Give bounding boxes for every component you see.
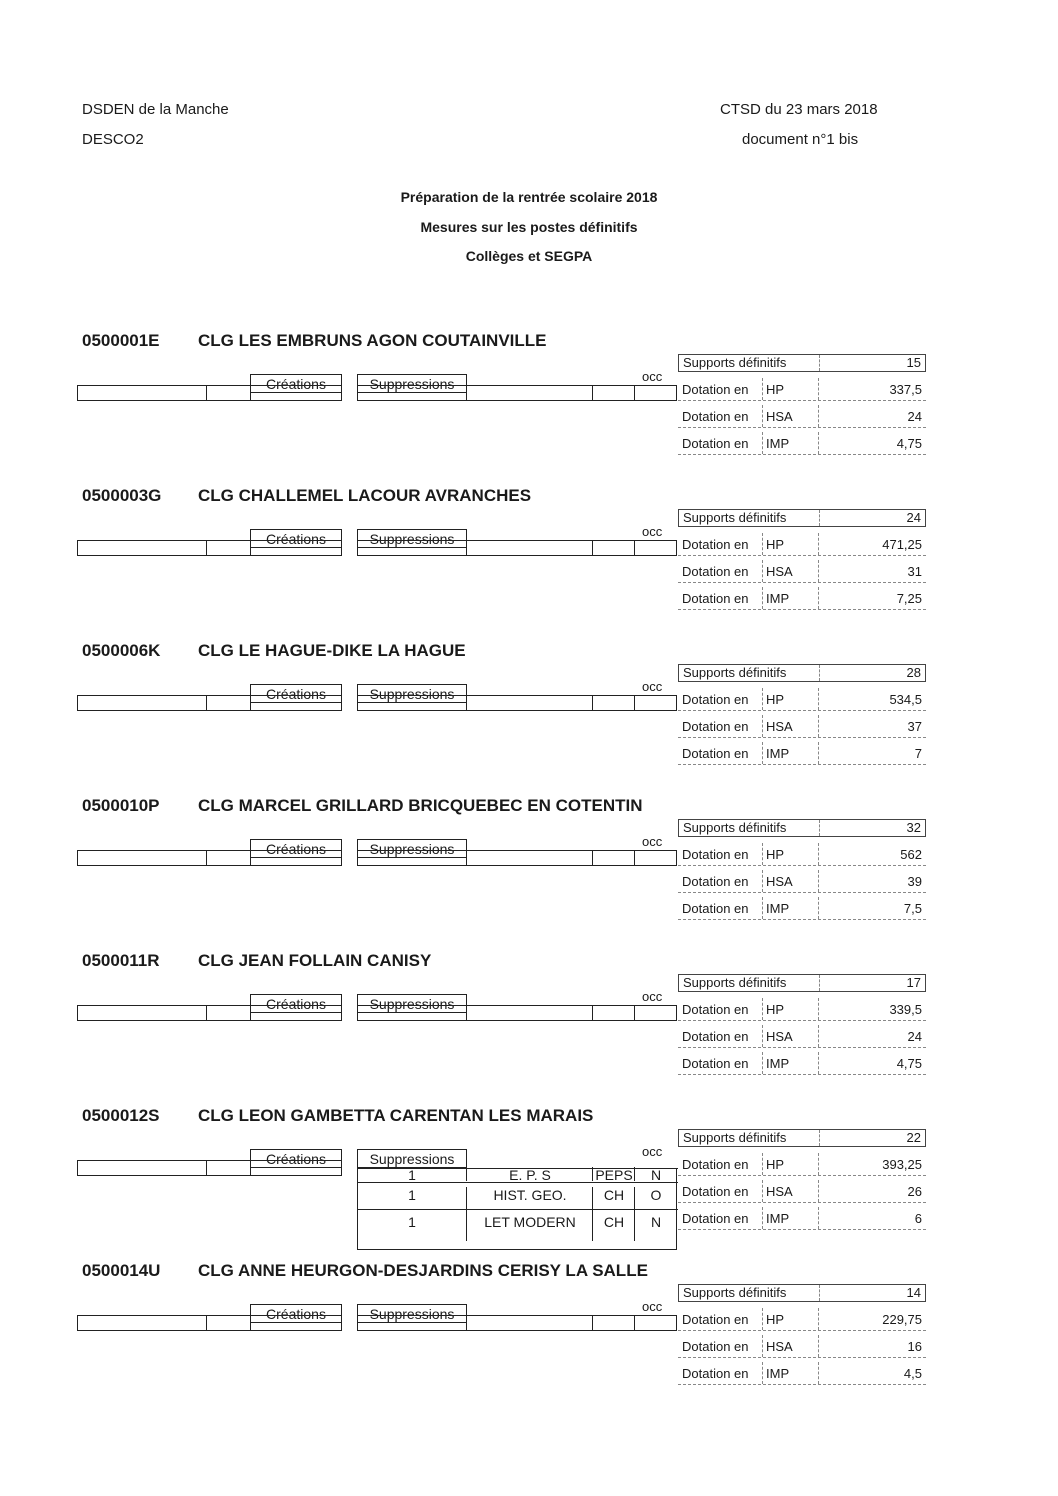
col-divider bbox=[762, 1207, 763, 1229]
unit-imp: IMP bbox=[766, 436, 790, 451]
col-divider bbox=[762, 715, 763, 737]
supports-value: 15 bbox=[906, 355, 921, 370]
cell-divider bbox=[592, 541, 593, 555]
supports-row bbox=[678, 664, 926, 682]
unit-hsa: HSA bbox=[766, 874, 793, 889]
col-divider bbox=[762, 533, 763, 555]
col-divider bbox=[818, 897, 819, 919]
dotation-hp-row bbox=[678, 843, 926, 866]
unit-hsa: HSA bbox=[766, 1029, 793, 1044]
imp-value: 6 bbox=[914, 1211, 922, 1226]
col-divider bbox=[818, 1362, 819, 1384]
supports-row bbox=[678, 974, 926, 992]
unit-hp: HP bbox=[766, 1312, 785, 1327]
col-divider bbox=[762, 1308, 763, 1330]
dotation-imp-row bbox=[678, 897, 926, 920]
dotation-hp-row bbox=[678, 378, 926, 401]
unit-hsa: HSA bbox=[766, 1339, 793, 1354]
dotation-hp-row bbox=[678, 1153, 926, 1176]
suppressions-label: Suppressions bbox=[357, 839, 467, 858]
col-divider bbox=[818, 1180, 819, 1202]
school-name: CLG ANNE HEURGON-DESJARDINS CERISY LA SALLE bbox=[198, 1261, 648, 1280]
dotation-hsa-row bbox=[678, 1025, 926, 1048]
unit-imp: IMP bbox=[766, 746, 790, 761]
imp-value: 4,75 bbox=[896, 1056, 922, 1071]
hp-value: 229,75 bbox=[882, 1312, 922, 1327]
col-divider bbox=[818, 742, 819, 764]
supports-label: Supports définitifs bbox=[683, 1130, 787, 1145]
creations-row bbox=[77, 540, 342, 556]
dotation-label: Dotation en bbox=[682, 1366, 749, 1381]
dotation-hsa-row bbox=[678, 1335, 926, 1358]
supports-label: Supports définitifs bbox=[683, 1285, 787, 1300]
hsa-value: 26 bbox=[907, 1184, 922, 1199]
suppressions-row bbox=[357, 1005, 677, 1021]
supports-row bbox=[678, 819, 926, 837]
dotation-hp-row bbox=[678, 688, 926, 711]
cell-divider bbox=[206, 1316, 207, 1330]
dotation-label: Dotation en bbox=[682, 1312, 749, 1327]
suppressions-label: Suppressions bbox=[357, 374, 467, 393]
suppression-count: 1 bbox=[408, 1187, 416, 1203]
hp-value: 534,5 bbox=[889, 692, 922, 707]
col-divider bbox=[762, 1025, 763, 1047]
dotation-label: Dotation en bbox=[682, 692, 749, 707]
col-divider bbox=[819, 510, 820, 526]
col-divider bbox=[762, 897, 763, 919]
cell-divider bbox=[250, 1316, 251, 1330]
cell-divider bbox=[206, 1161, 207, 1175]
dotation-label: Dotation en bbox=[682, 746, 749, 761]
hp-value: 339,5 bbox=[889, 1002, 922, 1017]
dotation-label: Dotation en bbox=[682, 537, 749, 552]
hp-value: 562 bbox=[900, 847, 922, 862]
cell-divider bbox=[250, 1161, 251, 1175]
col-divider bbox=[819, 1285, 820, 1301]
col-divider bbox=[819, 1130, 820, 1146]
creations-label: Créations bbox=[250, 529, 342, 548]
school-block bbox=[0, 1261, 1058, 1406]
school-name: CLG JEAN FOLLAIN CANISY bbox=[198, 951, 432, 970]
imp-value: 7,5 bbox=[903, 901, 922, 916]
col-divider bbox=[818, 870, 819, 892]
cell-divider bbox=[634, 386, 635, 400]
hsa-value: 24 bbox=[907, 409, 922, 424]
hsa-value: 39 bbox=[907, 874, 922, 889]
col-divider bbox=[762, 742, 763, 764]
creations-label: Créations bbox=[250, 1149, 342, 1168]
dotation-label: Dotation en bbox=[682, 436, 749, 451]
school-name: CLG LE HAGUE-DIKE LA HAGUE bbox=[198, 641, 466, 660]
meeting-date: CTSD du 23 mars 2018 bbox=[720, 101, 878, 118]
suppression-row bbox=[358, 1182, 678, 1210]
hp-value: 337,5 bbox=[889, 382, 922, 397]
cell-divider bbox=[592, 386, 593, 400]
cell-divider bbox=[206, 851, 207, 865]
dotation-label: Dotation en bbox=[682, 1211, 749, 1226]
dotation-hsa-row bbox=[678, 405, 926, 428]
suppression-discipline: HIST. GEO. bbox=[466, 1187, 593, 1214]
imp-value: 7 bbox=[914, 746, 922, 761]
school-code: 0500014U bbox=[82, 1261, 161, 1280]
cell-divider bbox=[466, 696, 467, 710]
creations-label: Créations bbox=[250, 684, 342, 703]
hp-value: 471,25 bbox=[882, 537, 922, 552]
doc-subtitle: Mesures sur les postes définitifs bbox=[420, 219, 638, 235]
col-divider bbox=[818, 533, 819, 555]
supports-row bbox=[678, 1284, 926, 1302]
occ-label: occ bbox=[642, 1299, 663, 1314]
dotation-hsa-row bbox=[678, 715, 926, 738]
document-number: document n°1 bis bbox=[742, 131, 859, 148]
cell-divider bbox=[634, 851, 635, 865]
dotation-imp-row bbox=[678, 1362, 926, 1385]
dotation-label: Dotation en bbox=[682, 1056, 749, 1071]
org-service: DESCO2 bbox=[82, 131, 144, 148]
school-code: 0500001E bbox=[82, 331, 160, 350]
dotation-label: Dotation en bbox=[682, 1029, 749, 1044]
cell-divider bbox=[466, 1316, 467, 1330]
col-divider bbox=[818, 1153, 819, 1175]
school-code: 0500010P bbox=[82, 796, 160, 815]
unit-imp: IMP bbox=[766, 591, 790, 606]
imp-value: 4,75 bbox=[896, 436, 922, 451]
creations-label: Créations bbox=[250, 839, 342, 858]
col-divider bbox=[819, 665, 820, 681]
cell-divider bbox=[206, 386, 207, 400]
occ-label: occ bbox=[642, 989, 663, 1004]
dotation-imp-row bbox=[678, 1207, 926, 1230]
cell-divider bbox=[634, 541, 635, 555]
dotation-hp-row bbox=[678, 1308, 926, 1331]
cell-divider bbox=[206, 541, 207, 555]
dotation-imp-row bbox=[678, 1052, 926, 1075]
dotation-hsa-row bbox=[678, 870, 926, 893]
dotation-imp-row bbox=[678, 742, 926, 765]
occ-label: occ bbox=[642, 369, 663, 384]
suppressions-row bbox=[357, 695, 677, 711]
cell-divider bbox=[250, 541, 251, 555]
cell-divider bbox=[592, 851, 593, 865]
cell-divider bbox=[250, 696, 251, 710]
school-name: CLG LEON GAMBETTA CARENTAN LES MARAIS bbox=[198, 1106, 594, 1125]
doc-scope: Collèges et SEGPA bbox=[465, 248, 593, 264]
suppressions-row bbox=[357, 850, 677, 866]
suppression-type: PEPS bbox=[592, 1167, 635, 1181]
col-divider bbox=[818, 1308, 819, 1330]
suppressions-row bbox=[357, 385, 677, 401]
unit-hp: HP bbox=[766, 692, 785, 707]
suppressions-row bbox=[357, 1315, 677, 1331]
unit-hsa: HSA bbox=[766, 719, 793, 734]
hsa-value: 37 bbox=[907, 719, 922, 734]
unit-hsa: HSA bbox=[766, 409, 793, 424]
dotation-label: Dotation en bbox=[682, 719, 749, 734]
hsa-value: 16 bbox=[907, 1339, 922, 1354]
creations-label: Créations bbox=[250, 374, 342, 393]
suppressions-row bbox=[357, 540, 677, 556]
unit-imp: IMP bbox=[766, 1056, 790, 1071]
col-divider bbox=[818, 998, 819, 1020]
suppression-type: CH bbox=[592, 1214, 635, 1241]
col-divider bbox=[762, 1153, 763, 1175]
supports-label: Supports définitifs bbox=[683, 510, 787, 525]
unit-imp: IMP bbox=[766, 1211, 790, 1226]
col-divider bbox=[762, 560, 763, 582]
suppression-count: 1 bbox=[408, 1214, 416, 1230]
hsa-value: 31 bbox=[907, 564, 922, 579]
creations-row bbox=[77, 1160, 342, 1176]
cell-divider bbox=[592, 1006, 593, 1020]
cell-divider bbox=[634, 1006, 635, 1020]
col-divider bbox=[819, 975, 820, 991]
hp-value: 393,25 bbox=[882, 1157, 922, 1172]
supports-row bbox=[678, 1129, 926, 1147]
creations-row bbox=[77, 385, 342, 401]
cell-divider bbox=[250, 386, 251, 400]
col-divider bbox=[762, 378, 763, 400]
col-divider bbox=[818, 1207, 819, 1229]
creations-row bbox=[77, 850, 342, 866]
supports-label: Supports définitifs bbox=[683, 665, 787, 680]
col-divider bbox=[818, 560, 819, 582]
cell-divider bbox=[250, 851, 251, 865]
col-divider bbox=[818, 587, 819, 609]
suppression-occ: N bbox=[634, 1167, 677, 1181]
cell-divider bbox=[634, 696, 635, 710]
suppression-occ: N bbox=[634, 1214, 677, 1241]
cell-divider bbox=[466, 1006, 467, 1020]
col-divider bbox=[818, 715, 819, 737]
school-name: CLG CHALLEMEL LACOUR AVRANCHES bbox=[198, 486, 532, 505]
dotation-label: Dotation en bbox=[682, 1339, 749, 1354]
supports-value: 14 bbox=[906, 1285, 921, 1300]
dotation-hp-row bbox=[678, 998, 926, 1021]
cell-divider bbox=[466, 541, 467, 555]
dotation-label: Dotation en bbox=[682, 1002, 749, 1017]
suppressions-table bbox=[357, 1168, 677, 1250]
dotation-label: Dotation en bbox=[682, 847, 749, 862]
suppression-discipline: E. P. S bbox=[466, 1167, 593, 1181]
col-divider bbox=[762, 432, 763, 454]
col-divider bbox=[762, 688, 763, 710]
supports-value: 24 bbox=[906, 510, 921, 525]
supports-value: 17 bbox=[906, 975, 921, 990]
unit-imp: IMP bbox=[766, 901, 790, 916]
dotation-label: Dotation en bbox=[682, 901, 749, 916]
col-divider bbox=[819, 820, 820, 836]
col-divider bbox=[818, 1335, 819, 1357]
school-block bbox=[0, 331, 1058, 476]
suppressions-label: Suppressions bbox=[357, 1304, 467, 1323]
supports-value: 28 bbox=[906, 665, 921, 680]
suppressions-label: Suppressions bbox=[357, 529, 467, 548]
unit-hp: HP bbox=[766, 847, 785, 862]
col-divider bbox=[818, 405, 819, 427]
supports-label: Supports définitifs bbox=[683, 355, 787, 370]
col-divider bbox=[762, 1052, 763, 1074]
school-code: 0500011R bbox=[82, 951, 160, 970]
dotation-hsa-row bbox=[678, 560, 926, 583]
creations-row bbox=[77, 1315, 342, 1331]
col-divider bbox=[818, 688, 819, 710]
doc-title: Préparation de la rentrée scolaire 2018 bbox=[400, 189, 658, 205]
dotation-label: Dotation en bbox=[682, 382, 749, 397]
col-divider bbox=[762, 998, 763, 1020]
col-divider bbox=[818, 432, 819, 454]
col-divider bbox=[762, 1180, 763, 1202]
school-code: 0500003G bbox=[82, 486, 162, 505]
unit-hp: HP bbox=[766, 382, 785, 397]
supports-value: 22 bbox=[906, 1130, 921, 1145]
cell-divider bbox=[592, 696, 593, 710]
dotation-label: Dotation en bbox=[682, 409, 749, 424]
school-name: CLG MARCEL GRILLARD BRICQUEBEC EN COTENTIN bbox=[198, 796, 643, 815]
col-divider bbox=[762, 1335, 763, 1357]
unit-hsa: HSA bbox=[766, 564, 793, 579]
school-block bbox=[0, 1106, 1058, 1251]
supports-label: Supports définitifs bbox=[683, 975, 787, 990]
school-code: 0500012S bbox=[82, 1106, 160, 1125]
org-name: DSDEN de la Manche bbox=[82, 101, 229, 118]
col-divider bbox=[762, 405, 763, 427]
suppressions-label: Suppressions bbox=[357, 684, 467, 703]
col-divider bbox=[818, 1025, 819, 1047]
dotation-label: Dotation en bbox=[682, 1157, 749, 1172]
suppression-type: CH bbox=[592, 1187, 635, 1214]
cell-divider bbox=[250, 1006, 251, 1020]
school-block bbox=[0, 486, 1058, 631]
unit-imp: IMP bbox=[766, 1366, 790, 1381]
supports-value: 32 bbox=[906, 820, 921, 835]
col-divider bbox=[819, 355, 820, 371]
unit-hsa: HSA bbox=[766, 1184, 793, 1199]
school-block bbox=[0, 951, 1058, 1096]
supports-label: Supports définitifs bbox=[683, 820, 787, 835]
dotation-hsa-row bbox=[678, 1180, 926, 1203]
suppression-count: 1 bbox=[408, 1167, 416, 1183]
school-block bbox=[0, 641, 1058, 786]
dotation-label: Dotation en bbox=[682, 591, 749, 606]
creations-row bbox=[77, 695, 342, 711]
creations-label: Créations bbox=[250, 1304, 342, 1323]
suppression-discipline: LET MODERN bbox=[466, 1214, 593, 1241]
school-name: CLG LES EMBRUNS AGON COUTAINVILLE bbox=[198, 331, 547, 350]
col-divider bbox=[818, 378, 819, 400]
dotation-imp-row bbox=[678, 587, 926, 610]
creations-row bbox=[77, 1005, 342, 1021]
unit-hp: HP bbox=[766, 1002, 785, 1017]
col-divider bbox=[762, 870, 763, 892]
occ-label: occ bbox=[642, 524, 663, 539]
occ-label: occ bbox=[642, 1144, 663, 1159]
imp-value: 4,5 bbox=[903, 1366, 922, 1381]
col-divider bbox=[818, 1052, 819, 1074]
suppressions-label: Suppressions bbox=[357, 994, 467, 1013]
suppression-occ: O bbox=[634, 1187, 677, 1214]
supports-row bbox=[678, 509, 926, 527]
dotation-label: Dotation en bbox=[682, 564, 749, 579]
col-divider bbox=[818, 843, 819, 865]
dotation-imp-row bbox=[678, 432, 926, 455]
school-block bbox=[0, 796, 1058, 941]
imp-value: 7,25 bbox=[896, 591, 922, 606]
cell-divider bbox=[592, 1316, 593, 1330]
col-divider bbox=[762, 1362, 763, 1384]
supports-row bbox=[678, 354, 926, 372]
dotation-hp-row bbox=[678, 533, 926, 556]
occ-label: occ bbox=[642, 679, 663, 694]
unit-hp: HP bbox=[766, 1157, 785, 1172]
cell-divider bbox=[206, 1006, 207, 1020]
cell-divider bbox=[206, 696, 207, 710]
dotation-label: Dotation en bbox=[682, 874, 749, 889]
hsa-value: 24 bbox=[907, 1029, 922, 1044]
school-code: 0500006K bbox=[82, 641, 161, 660]
unit-hp: HP bbox=[766, 537, 785, 552]
suppression-row bbox=[358, 1168, 678, 1183]
cell-divider bbox=[466, 386, 467, 400]
dotation-label: Dotation en bbox=[682, 1184, 749, 1199]
cell-divider bbox=[634, 1316, 635, 1330]
suppressions-label: Suppressions bbox=[357, 1149, 467, 1168]
suppression-row bbox=[358, 1209, 678, 1237]
col-divider bbox=[762, 843, 763, 865]
cell-divider bbox=[466, 851, 467, 865]
col-divider bbox=[762, 587, 763, 609]
occ-label: occ bbox=[642, 834, 663, 849]
creations-label: Créations bbox=[250, 994, 342, 1013]
